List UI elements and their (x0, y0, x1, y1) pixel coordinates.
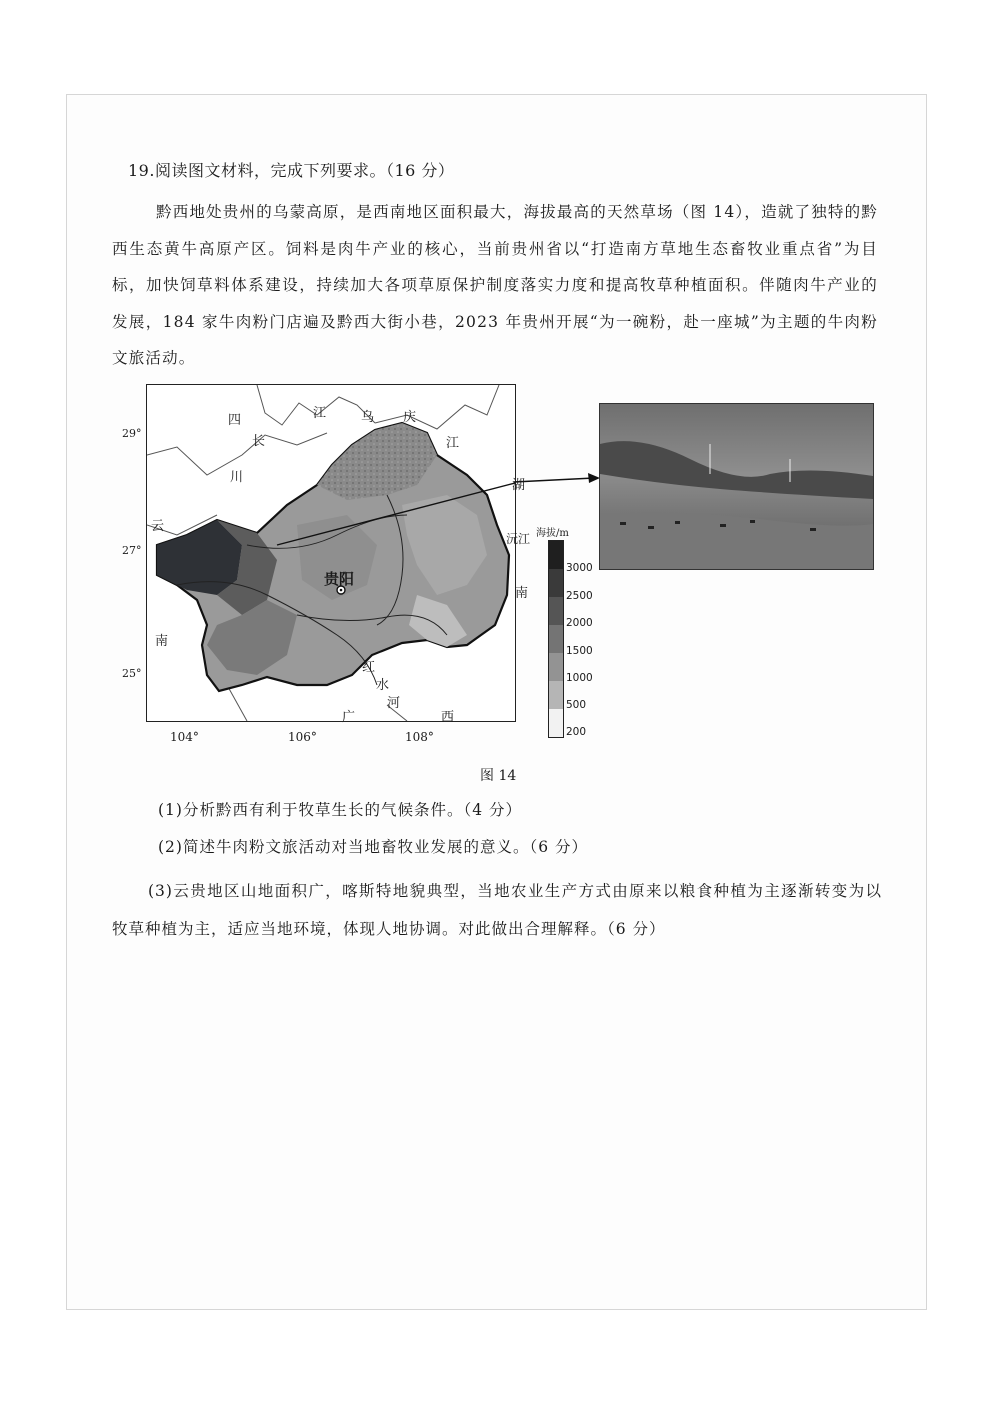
question-paragraph (112, 194, 878, 377)
guizhou-elevation-map (146, 384, 516, 722)
legend-2500: 2500 (566, 590, 593, 602)
label-nan: 南 (155, 634, 169, 649)
legend-200: 200 (566, 726, 587, 738)
legend-1000: 1000 (566, 672, 593, 684)
label-qing: 庆 (403, 410, 417, 425)
label-hu: 湖 (512, 478, 526, 493)
sub-question-1: (1)分析黔西有利于牧草生长的气候条件。（4 分） (158, 801, 522, 819)
pointer-arrow (514, 470, 604, 510)
lat-tick-27: 27° (122, 544, 142, 557)
sub-question-2: (2)简述牛肉粉文旅活动对当地畜牧业发展的意义。（6 分） (158, 838, 588, 856)
label-shui: 水 (376, 678, 390, 693)
lon-tick-104: 104° (170, 730, 199, 744)
elevation-legend-bar (548, 540, 564, 738)
label-si: 四 (228, 413, 242, 428)
figure-caption: 图 14 (480, 768, 517, 784)
label-xi: 西 (441, 710, 455, 725)
label-wu: 乌 (361, 410, 375, 425)
legend-title: 海拔/m (536, 528, 569, 539)
legend-3000: 3000 (566, 562, 593, 574)
legend-1500: 1500 (566, 645, 593, 657)
label-yun: 云 (151, 519, 165, 534)
grassland-photo (599, 403, 874, 570)
sub-question-3-text: (3)云贵地区山地面积广，喀斯特地貌典型，当地农业生产方式由原来以粮食种植为主逐渐转变为以牧草种植为主，适应当地环境，体现人地协调。对此做出合理解释。（6 分） (112, 882, 882, 938)
label-guiyang: 贵阳 (324, 570, 355, 588)
legend-2000: 2000 (566, 617, 593, 629)
label-guang: 广 (342, 710, 356, 725)
label-chuan: 川 (230, 470, 244, 485)
question-title: 19.阅读图文材料，完成下列要求。（16 分） (128, 161, 455, 180)
legend-500: 500 (566, 699, 587, 711)
sub-question-3 (112, 872, 882, 948)
map-drawing (147, 385, 515, 721)
label-jiang: 江 (313, 406, 327, 421)
label-chang: 长 (252, 434, 266, 449)
label-he: 河 (387, 696, 401, 711)
lat-tick-25: 25° (122, 667, 142, 680)
label-jiang2: 江 (446, 436, 460, 451)
lon-tick-108: 108° (405, 730, 434, 744)
label-nan2: 南 (515, 586, 529, 601)
label-yuanjiang: 沅江 (506, 532, 531, 546)
label-hong: 红 (362, 660, 376, 675)
paragraph-text: 黔西地处贵州的乌蒙高原，是西南地区面积最大，海拔最高的天然草场（图 14），造就了独特的黔西生态黄牛高原产区。饲料是肉牛产业的核心，当前贵州省以“打造南方草地生态畜牧业重点省”为目标，加快饲草料体系建设，持续加大各项草原保护制度落实力度和提高牧草种植面积。伴随肉牛产业的发展，184 家牛肉粉门店遍及黔西大街小巷，2023 年贵州开展“为一碗粉，赴一座城”为主题的牛肉粉文旅活动。 (112, 203, 878, 367)
lon-tick-106: 106° (288, 730, 317, 744)
lat-tick-29: 29° (122, 427, 142, 440)
